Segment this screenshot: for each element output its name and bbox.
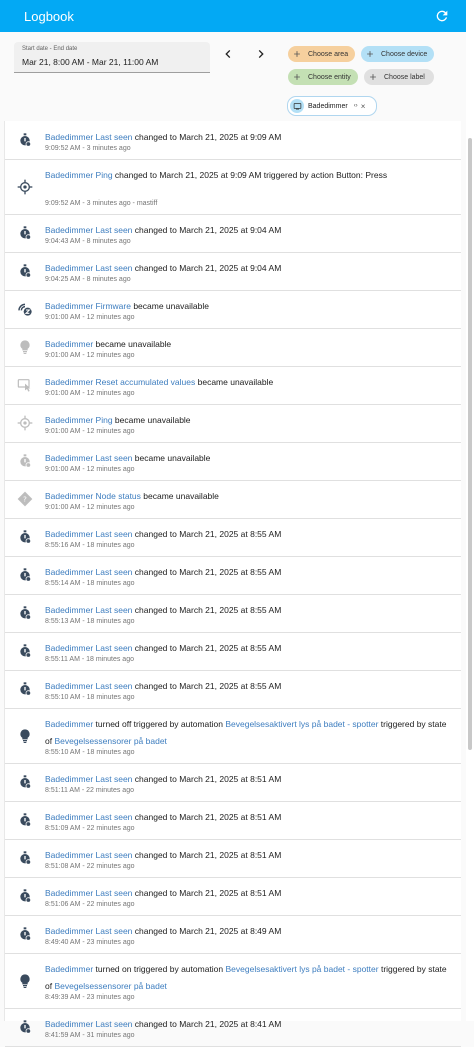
entry-text: triggered by state of: [45, 964, 447, 991]
choose-area-button[interactable]: [288, 46, 355, 62]
entry-text: changed to March 21, 2025 at 8:55 AM: [132, 567, 282, 577]
entry-timestamp: 9:01:00 AM - 12 minutes ago: [45, 504, 135, 511]
entry-timestamp: 9:01:00 AM - 12 minutes ago: [45, 314, 135, 321]
entry-text: changed to March 21, 2025 at 9:09 AM: [132, 132, 282, 142]
lightbulb-faded-icon: [17, 339, 33, 355]
choose-device-label: Choose device: [381, 50, 428, 58]
entry-text: changed to March 21, 2025 at 8:51 AM: [132, 812, 282, 822]
entry-message: [45, 640, 453, 657]
timer-icon: [17, 926, 33, 942]
entity-link[interactable]: Badedimmer Last seen: [45, 263, 133, 273]
lightbulb-icon: [17, 973, 33, 989]
close-icon[interactable]: ×: [360, 101, 366, 111]
page-title: Logbook: [24, 8, 74, 24]
entry-message: [45, 564, 453, 581]
entity-link[interactable]: Badedimmer Last seen: [45, 225, 133, 235]
entry-text: became unavailable: [195, 377, 274, 387]
entry-text: changed to March 21, 2025 at 8:55 AM: [132, 643, 282, 653]
logbook-entry: [5, 877, 461, 916]
logbook-entry: [5, 594, 461, 633]
entry-text: turned off triggered by automation: [93, 719, 226, 729]
app-header: [0, 0, 466, 32]
logbook-entry: [5, 632, 461, 671]
entity-link[interactable]: Bevegelsesaktivert lys på badet - spotter: [225, 964, 379, 974]
logbook-entry: [5, 366, 461, 405]
entry-timestamp: 9:01:00 AM - 12 minutes ago: [45, 390, 135, 397]
refresh-icon[interactable]: [434, 8, 450, 24]
entry-timestamp: 8:55:10 AM - 18 minutes ago: [45, 694, 135, 701]
entity-link[interactable]: Badedimmer Last seen: [45, 529, 133, 539]
entry-message: [45, 923, 453, 940]
logbook-entry: [5, 480, 461, 519]
entry-message: [45, 336, 453, 353]
logbook-entry: [5, 708, 461, 764]
entry-timestamp: 8:55:16 AM - 18 minutes ago: [45, 542, 135, 549]
entry-text: changed to March 21, 2025 at 9:09 AM triggered by action Button: Press: [112, 170, 388, 180]
entry-message: [45, 961, 453, 995]
choose-entity-label: Choose entity: [308, 73, 351, 81]
gesture-tap-faded-icon: [17, 377, 33, 393]
logbook-entry: [5, 328, 461, 367]
timer-icon: [17, 225, 33, 241]
logbook-entry: [5, 915, 461, 954]
crosshairs-icon: [17, 179, 33, 195]
entity-link[interactable]: Badedimmer Node status: [45, 491, 141, 501]
entry-text: changed to March 21, 2025 at 9:04 AM: [132, 225, 282, 235]
entry-message: [45, 526, 453, 543]
entry-timestamp: 9:01:00 AM - 12 minutes ago: [45, 466, 135, 473]
timer-icon: [17, 263, 33, 279]
entry-timestamp: 8:55:10 AM - 18 minutes ago: [45, 749, 135, 756]
logbook-entry: [5, 404, 461, 443]
entry-timestamp: 9:09:52 AM - 3 minutes ago - mastiff: [45, 200, 158, 207]
logbook-entry: [5, 121, 461, 160]
entry-text: changed to March 21, 2025 at 8:55 AM: [132, 681, 282, 691]
entity-link[interactable]: Badedimmer Last seen: [45, 926, 133, 936]
entity-link[interactable]: Badedimmer Ping: [45, 415, 113, 425]
entry-timestamp: 8:51:11 AM - 22 minutes ago: [45, 787, 134, 794]
entry-text: changed to March 21, 2025 at 8:49 AM: [132, 926, 282, 936]
entry-timestamp: 8:55:11 AM - 18 minutes ago: [45, 656, 134, 663]
entity-link[interactable]: Badedimmer Last seen: [45, 774, 133, 784]
device-icon: [290, 99, 304, 113]
logbook-entry: [5, 839, 461, 878]
date-range-picker[interactable]: [14, 42, 210, 73]
logbook-entry: [5, 290, 461, 329]
entry-timestamp: 8:51:08 AM - 22 minutes ago: [45, 863, 135, 870]
entry-message: [45, 847, 453, 864]
timer-icon: [17, 774, 33, 790]
plus-icon: [292, 49, 302, 59]
entry-message: [45, 450, 453, 467]
timer-icon: [17, 1019, 33, 1035]
entry-text: became unavailable: [140, 491, 219, 501]
date-range-value: Mar 21, 8:00 AM - Mar 21, 11:00 AM: [22, 57, 159, 67]
chevron-right-icon[interactable]: [253, 46, 269, 62]
entry-timestamp: 9:01:00 AM - 12 minutes ago: [45, 428, 135, 435]
entity-link[interactable]: Badedimmer Reset accumulated values: [45, 377, 196, 387]
logbook-entry: [5, 763, 461, 802]
entity-link[interactable]: Badedimmer Last seen: [45, 888, 133, 898]
entity-link[interactable]: Bevegelsesaktivert lys på badet - spotter: [225, 719, 379, 729]
logbook-entry: [5, 953, 461, 1009]
entry-message: [45, 129, 453, 146]
timer-icon: [17, 567, 33, 583]
entity-link[interactable]: Badedimmer Last seen: [45, 453, 133, 463]
entity-link[interactable]: Badedimmer Last seen: [45, 850, 133, 860]
entry-timestamp: 8:51:09 AM - 22 minutes ago: [45, 825, 135, 832]
entry-timestamp: 9:04:43 AM - 8 minutes ago: [45, 238, 131, 245]
logbook-entry: [5, 670, 461, 709]
entry-text: changed to March 21, 2025 at 8:55 AM: [132, 605, 282, 615]
choose-area-label: Choose area: [308, 50, 349, 58]
choose-label-button[interactable]: [364, 69, 434, 85]
entry-message: [45, 809, 453, 826]
entry-timestamp: 8:55:14 AM - 18 minutes ago: [45, 580, 135, 587]
choose-device-button[interactable]: [361, 46, 434, 62]
choose-label-label: Choose label: [384, 73, 425, 81]
entity-link[interactable]: Badedimmer: [45, 964, 94, 974]
scrollbar-track[interactable]: [466, 0, 474, 1021]
timer-icon: [17, 132, 33, 148]
logbook-entry: [5, 252, 461, 291]
logbook-entry: [5, 159, 461, 215]
entry-message: [45, 167, 453, 184]
entry-timestamp: 8:51:06 AM - 22 minutes ago: [45, 901, 135, 908]
entity-link[interactable]: Badedimmer Last seen: [45, 812, 133, 822]
expand-icon[interactable]: ‹›: [353, 103, 358, 109]
entity-link[interactable]: Badedimmer Last seen: [45, 681, 133, 691]
entity-link[interactable]: Badedimmer: [45, 339, 94, 349]
scrollbar-thumb[interactable]: [468, 138, 472, 750]
help-faded-icon: [17, 491, 33, 507]
timer-icon: [17, 681, 33, 697]
logbook-entry: [5, 1008, 461, 1047]
crosshairs-faded-icon: [17, 415, 33, 431]
entry-text: changed to March 21, 2025 at 8:51 AM: [132, 850, 282, 860]
entry-timestamp: 9:01:00 AM - 12 minutes ago: [45, 352, 135, 359]
entry-message: [45, 374, 453, 391]
entity-link[interactable]: Badedimmer Last seen: [45, 605, 133, 615]
entity-link[interactable]: Badedimmer Last seen: [45, 643, 133, 653]
entry-timestamp: 8:49:40 AM - 23 minutes ago: [45, 939, 135, 946]
timer-icon: [17, 812, 33, 828]
date-range-label: Start date - End date: [22, 46, 78, 52]
entry-text: triggered by state of: [45, 719, 447, 746]
logbook-entry: [5, 556, 461, 595]
logbook-entry: [5, 442, 461, 481]
entry-text: became unavailable: [112, 415, 191, 425]
timer-icon: [17, 529, 33, 545]
logbook-list: [4, 121, 461, 1039]
entity-link[interactable]: Badedimmer: [45, 719, 94, 729]
logbook-entry: [5, 518, 461, 557]
entry-message: [45, 602, 453, 619]
logbook-entry: [5, 214, 461, 253]
entry-text: became unavailable: [93, 339, 172, 349]
plus-icon: [365, 49, 375, 59]
timer-icon: [17, 888, 33, 904]
entry-message: [45, 222, 453, 239]
chevron-left-icon[interactable]: [220, 46, 236, 62]
plus-icon: [292, 72, 302, 82]
entity-link[interactable]: Badedimmer Last seen: [45, 567, 133, 577]
selected-device-chip[interactable]: [287, 96, 377, 116]
plus-icon: [368, 72, 378, 82]
entry-message: [45, 716, 453, 750]
entry-message: [45, 885, 453, 902]
logbook-entry: [5, 801, 461, 840]
entry-timestamp: 9:09:52 AM - 3 minutes ago: [45, 145, 131, 152]
entry-message: [45, 260, 453, 277]
choose-entity-button[interactable]: [288, 69, 358, 85]
entry-timestamp: 9:04:25 AM - 8 minutes ago: [45, 276, 131, 283]
entry-text: changed to March 21, 2025 at 8:55 AM: [132, 529, 282, 539]
timer-icon: [17, 643, 33, 659]
lightbulb-icon: [17, 728, 33, 744]
timer-icon: [17, 605, 33, 621]
entry-text: became unavailable: [130, 301, 209, 311]
entry-timestamp: 8:49:39 AM - 23 minutes ago: [45, 994, 135, 1001]
entity-link[interactable]: Badedimmer Last seen: [45, 132, 133, 142]
entry-text: changed to March 21, 2025 at 8:41 AM: [132, 1019, 282, 1029]
entity-link[interactable]: Bevegelsessensorer på badet: [54, 736, 167, 746]
entity-link[interactable]: Badedimmer Firmware: [45, 301, 131, 311]
entry-message: [45, 771, 453, 788]
entry-message: [45, 1016, 453, 1033]
selected-device-label: Badedimmer: [308, 102, 348, 110]
timer-icon: [17, 850, 33, 866]
zwave-icon: [17, 301, 33, 317]
entry-timestamp: 8:55:13 AM - 18 minutes ago: [45, 618, 135, 625]
entry-text: became unavailable: [132, 453, 211, 463]
entry-message: [45, 412, 453, 429]
entry-message: [45, 298, 453, 315]
entry-text: turned on triggered by automation: [93, 964, 226, 974]
entity-link[interactable]: Bevegelsessensorer på badet: [54, 981, 167, 991]
timer-faded-icon: [17, 453, 33, 469]
svg-text:?: ?: [23, 494, 27, 504]
entry-timestamp: 8:41:59 AM - 31 minutes ago: [45, 1032, 135, 1039]
entry-message: [45, 488, 453, 505]
entity-link[interactable]: Badedimmer Ping: [45, 170, 113, 180]
entry-text: changed to March 21, 2025 at 9:04 AM: [132, 263, 282, 273]
entry-text: changed to March 21, 2025 at 8:51 AM: [132, 888, 282, 898]
entity-link[interactable]: Badedimmer Last seen: [45, 1019, 133, 1029]
entry-message: [45, 678, 453, 695]
entry-text: changed to March 21, 2025 at 8:51 AM: [132, 774, 282, 784]
filter-toolbar: [0, 32, 466, 120]
